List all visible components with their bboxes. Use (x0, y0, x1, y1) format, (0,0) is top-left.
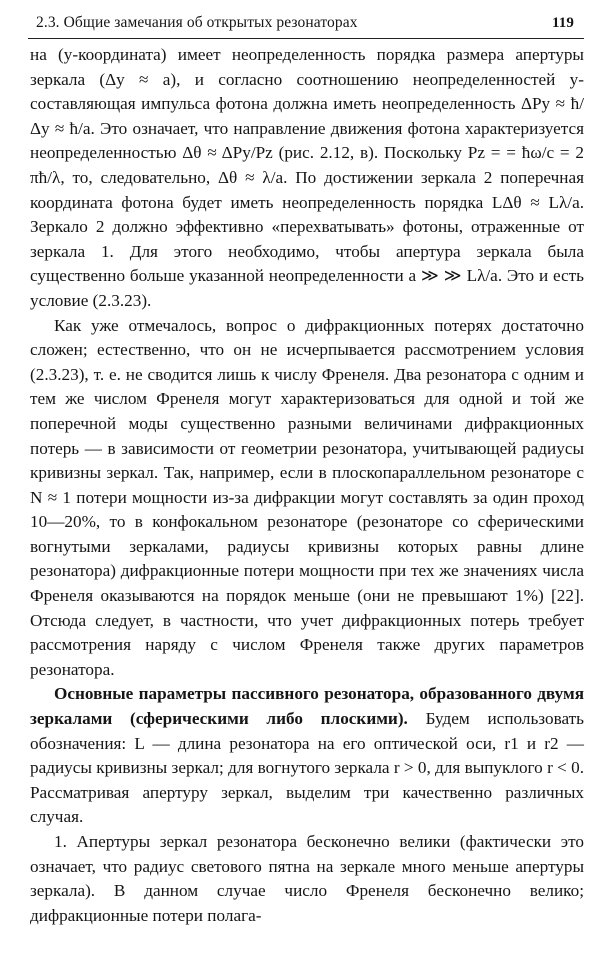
paragraph-resonator-parameters (30, 682, 584, 830)
page-number: 119 (552, 15, 574, 31)
body-text (24, 43, 584, 928)
paragraph-case-one: 1. Апертуры зеркал резонатора бесконечно велики (фактически это означает, что радиус светового пятна на зеркале много меньше апертуры зеркала). В данном случае число Френеля бесконечно велико; дифракционные потери полага- (30, 832, 584, 925)
paragraph-lead-heading: Основные параметры пассивного резонатора, образованного двумя зеркалами (сферическими либо плоскими). (30, 684, 584, 729)
paragraph-body: Будем использовать обозначения: L — длина резонатора на его оптической оси, r1 и r2 — радиусы кривизны зеркал; для вогнутого зеркала r > 0, для выпуклого r < 0. Рассматривая апертуру зеркал, выделим три качественно различных случая. (30, 709, 584, 827)
paragraph-diffraction-losses: Как уже отмечалось, вопрос о дифракционных потерях достаточно сложен; естественно, что он не исчерпывается рассмотрением условия (2.3.23), т. е. не сводится лишь к числу Френеля. Два резонатора с одним и тем же числом Френеля могут характеризоваться для одной и той же поперечной моды существенно разными величинами дифракционных потерь — в зависимости от геометрии резонатора, учитывающей радиусы кривизны зеркал. Так, например, если в плоскопараллельном резонаторе с N ≈ 1 потери мощности из-за дифракции могут составлять за один проход 10—20%, то в конфокальном резонаторе (резонаторе со сферическими вогнутыми зеркалами, радиусы кривизны которых равны длине резонатора) дифракционные потери мощности при тех же значениях числа Френеля оказываются на порядок меньше (они не превышают 1%) [22]. Отсюда следует, в частности, что учет дифракционных потерь требует рассмотрения наряду с числом Френеля также других параметров резонатора. (30, 315, 584, 679)
header-rule (28, 38, 584, 39)
book-page (24, 8, 584, 948)
section-title: 2.3. Общие замечания об открытых резонаторах (36, 14, 358, 31)
paragraph-continuation: на (y-координата) имеет неопределенность порядка размера апертуры зеркала (Δy ≈ a), и согласно соотношению неопределенностей y-составляющая импульса фотона должна иметь неопределенность ΔPy ≈ ħ/Δy ≈ ħ/a. Это означает, что направление движения фотона характеризуется неопределенностью Δθ ≈ ΔPy/Pz (рис. 2.12, в). Поскольку Pz = = ħω/c = 2 πħ/λ, то, следовательно, Δθ ≈ λ/a. По достижении зеркала 2 поперечная координата фотона будет иметь неопределенность порядка LΔθ ≈ Lλ/a. Зеркало 2 должно эффективно «перехватывать» фотоны, отраженные от зеркала 1. Для этого необходимо, чтобы апертура зеркала была существенно больше указанной неопределенности a ≫ ≫ Lλ/a. Это и есть условие (2.3.23). (30, 45, 584, 310)
running-header (24, 8, 584, 38)
